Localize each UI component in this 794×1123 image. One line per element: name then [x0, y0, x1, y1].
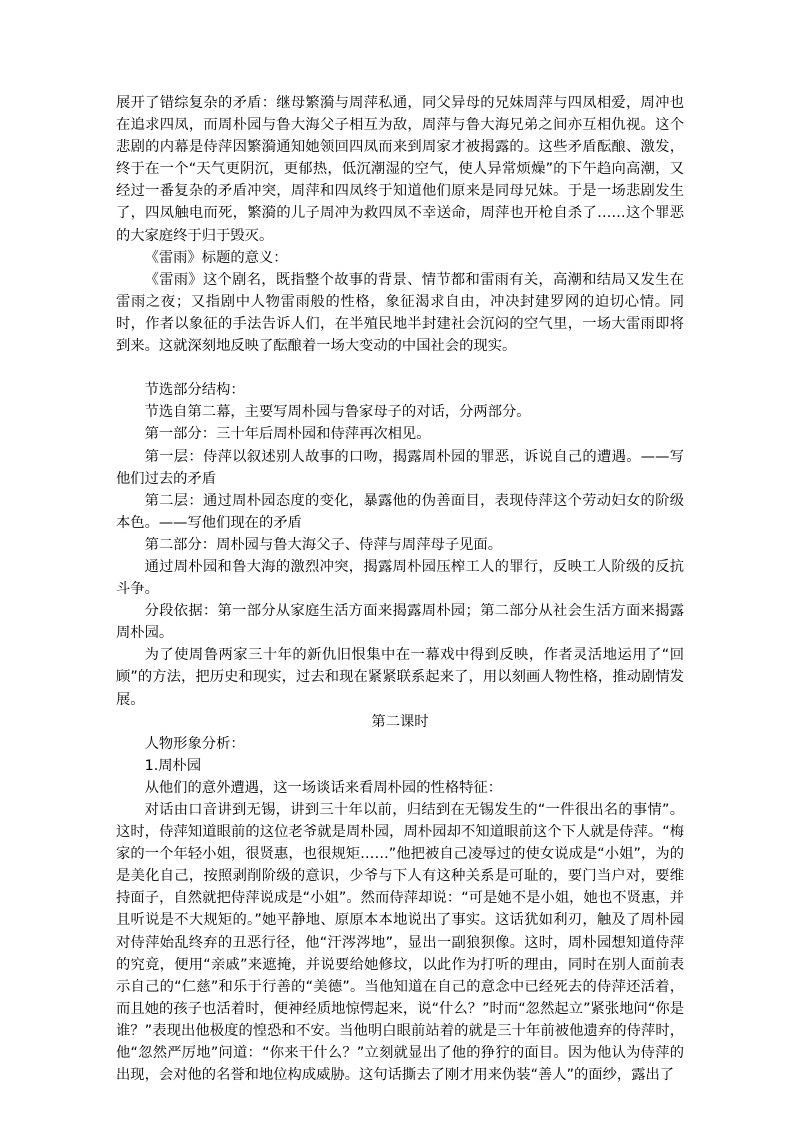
blank-line: [116, 357, 684, 379]
paragraph-dialogue-analysis: 对话由口音讲到无锡，讲到三十年以前，归结到在无锡发生的“一件很出名的事情”。这时，侍萍知道眼前的这位老爷就是周朴园，周朴园却不知道眼前这个下人就是侍萍。“梅家的一个年轻小姐，很贤惠，也很规矩……”他把被自己凌辱过的使女说成是“小姐”，为的是美化自己，按照剥削阶级的意识，少爷与下人有这种关系是可耻的，要门当户对，要维持面子，自然就把侍萍说成是“小姐”。然而侍萍却说：“可是她不是小姐，她也不贤惠，并且听说是不大规矩的。”她平静地、原原本本地说出了事实。这话犹如利刃，触及了周朴园对侍萍始乱终弃的丑恶行径，他“汗涔涔地”，显出一副狼狈像。这时，周朴园想知道侍萍的究竟，便用“亲戚”来遮掩，并说要给她修坟，以此作为打听的理由，同时在别人面前表示自己的“仁慈”和乐于行善的“美德”。当他知道在自己的意念中已经死去的侍萍还活着，而且她的孩子也活着时，便神经质地惊愕起来，说“什么？”时而“忽然起立”紧张地问“你是谁？”表现出他极度的惶恐和不安。当他明白眼前站着的就是三十年前被他遗弃的侍萍时，他“忽然严厉地”问道：“你来干什么？”立刻就显出了他的狰狞的面目。因为他认为侍萍的出现，会对他的名誉和地位构成威胁。这句话撕去了刚才用来伪装“善人”的面纱，露出了: [116, 802, 684, 1084]
heading-zhou-puyuan: 1.周朴园: [144, 757, 202, 774]
document-page: [116, 92, 684, 1086]
paragraph-layer-two: 第二层：通过周朴园态度的变化，暴露他的伪善面目，表现侍萍这个劳动妇女的阶级本色。——写他们现在的矛盾: [116, 492, 684, 531]
paragraph-structure-intro: 节选自第二幕，主要写周朴园与鲁家母子的对话，分两部分。: [144, 404, 531, 421]
paragraph-retrospect-method: 为了使周鲁两家三十年的新仇旧恨集中在一幕戏中得到反映，作者灵活地运用了“回顾”的方法，把历史和现实，过去和现在紧紧联系起来了，用以刻画人物性格，推动剧情发展。: [116, 647, 684, 708]
paragraph-layer-one: 第一层：侍萍以叙述别人故事的口吻，揭露周朴园的罪恶，诉说自己的遭遇。——写他们过去的矛盾: [116, 448, 684, 487]
paragraph-conflict-summary: 展开了错综复杂的矛盾：继母繁漪与周萍私通，同父异母的兄妹周萍与四凤相爱，周冲也在追求四凤，而周朴园与鲁大海父子相互为敌，周萍与鲁大海兄弟之间亦互相仇视。这个悲剧的内幕是侍萍因繁漪通知她领回四凤而来到周家才被揭露的。这些矛盾酝酿、激发，终于在一个“天气更阴沉，更郁热，低沉潮湿的空气，使人异常烦燥”的下午趋向高潮，又经过一番复杂的矛盾冲突，周萍和四凤终于知道他们原来是同母兄妹。于是一场悲剧发生了，四凤触电而死，繁漪的儿子周冲为救四凤不幸送命，周萍也开枪自杀了……这个罪恶的大家庭终于归于毁灭。: [116, 95, 684, 244]
paragraph-part-two: 第二部分：周朴园与鲁大海父子、侍萍与周萍母子见面。: [144, 536, 503, 553]
heading-title-meaning: 《雷雨》标题的意义：: [144, 249, 288, 266]
paragraph-part-one: 第一部分：三十年后周朴园和侍萍再次相见。: [144, 426, 431, 443]
section-title-second-lesson: 第二课时: [371, 713, 429, 730]
paragraph-division-basis: 分段依据：第一部分从家庭生活方面来揭露周朴园；第二部分从社会生活方面来揭露周朴园。: [116, 603, 684, 642]
heading-structure: 节选部分结构：: [144, 382, 245, 399]
heading-character-analysis: 人物形象分析：: [144, 735, 245, 752]
paragraph-conflict: 通过周朴园和鲁大海的激烈冲突，揭露周朴园压榨工人的罪行，反映工人阶级的反抗斗争。: [116, 558, 684, 598]
paragraph-title-meaning: 《雷雨》这个剧名，既指整个故事的背景、情节都和雷雨有关，高潮和结局又发生在雷雨之夜；又指剧中人物雷雨般的性格，象征渴求自由，冲决封建罗网的迫切心情。同时，作者以象征的手法告诉人们，在半殖民地半封建社会沉闷的空气里，一场大雷雨即将到来。这就深刻地反映了酝酿着一场大变动的中国社会的现实。: [116, 271, 684, 355]
paragraph-character-traits: 从他们的意外遭遇，这一场谈话来看周朴园的性格特征：: [144, 779, 503, 796]
